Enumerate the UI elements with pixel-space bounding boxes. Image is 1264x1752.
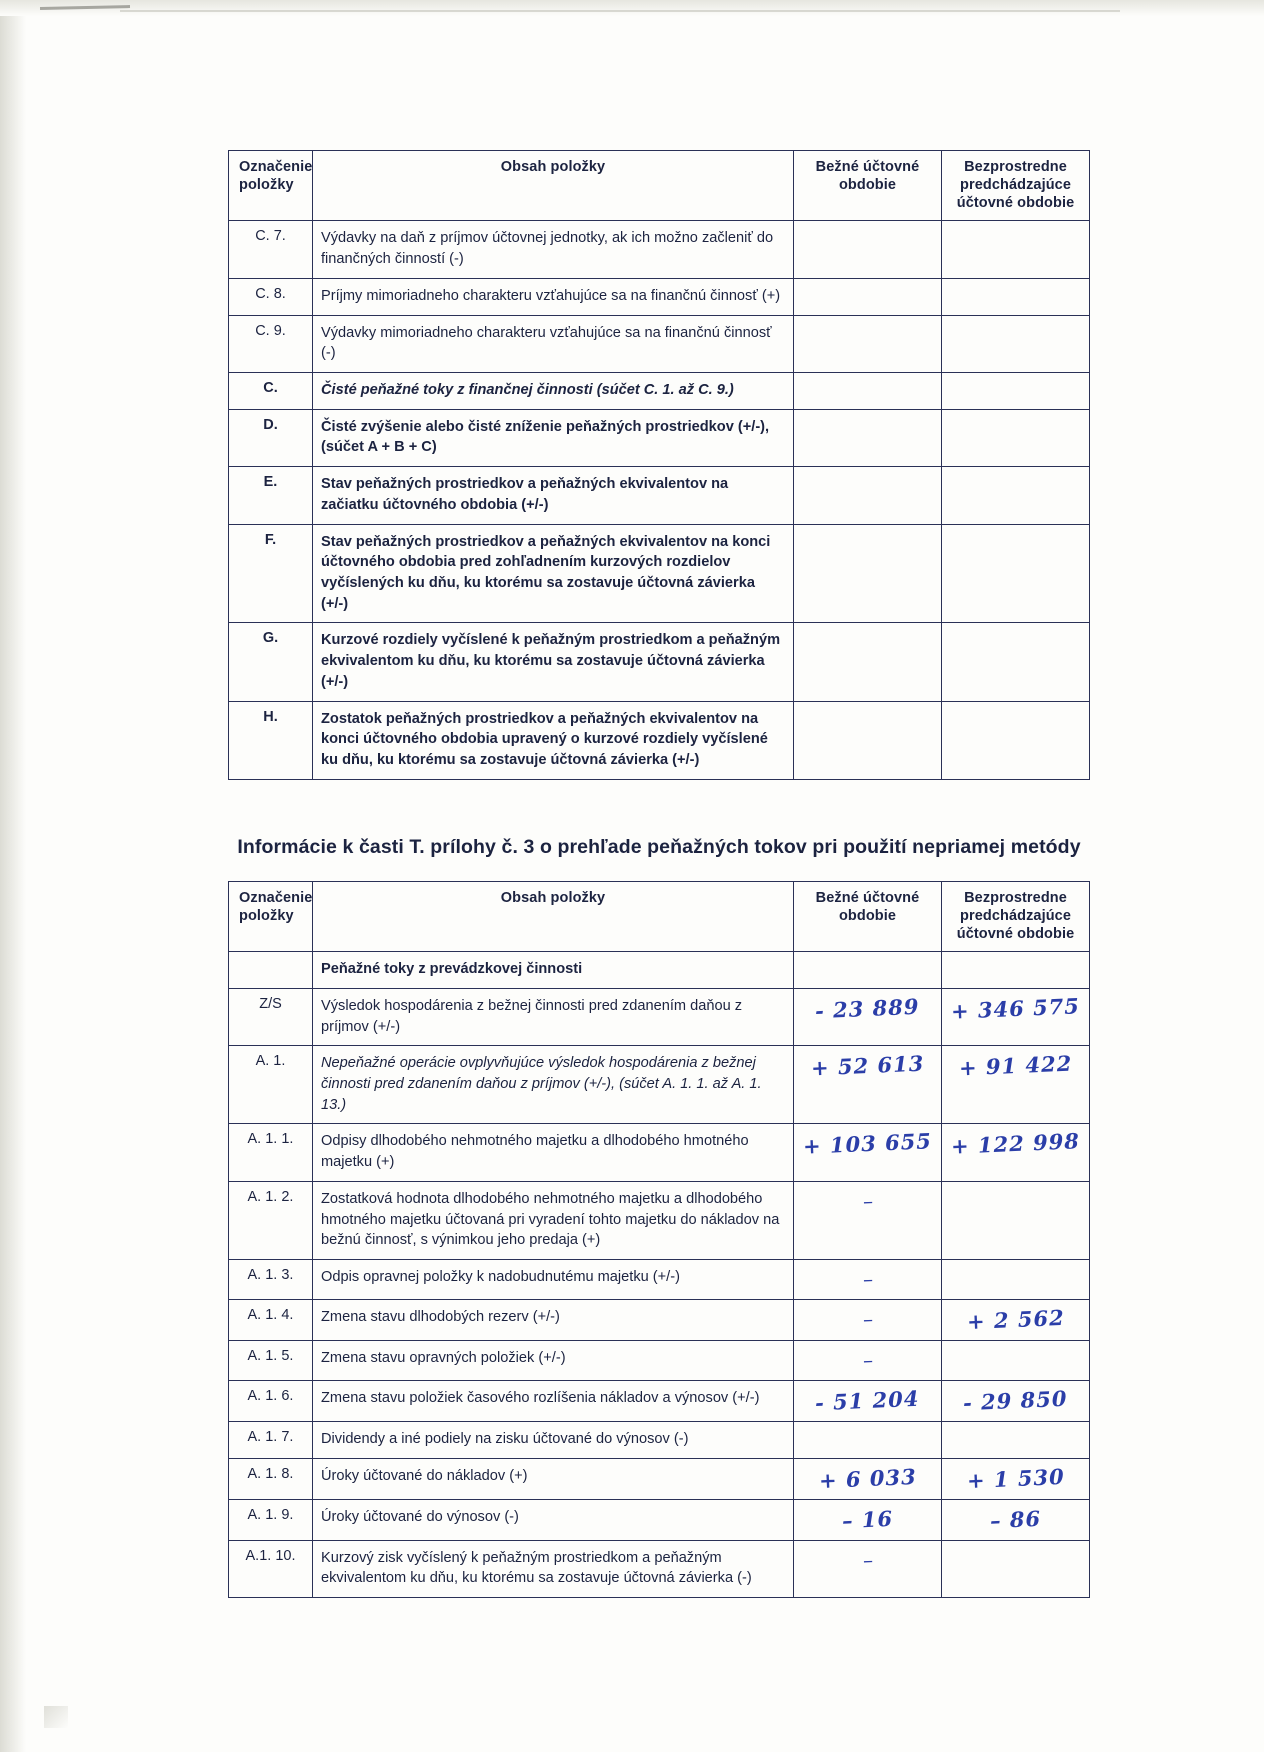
row-code: Z/S [229, 988, 313, 1045]
handwritten-value: – 16 [841, 1505, 894, 1533]
scan-artifact-corner [44, 1706, 68, 1728]
row-previous-period-value [942, 701, 1090, 779]
row-previous-period-value [942, 1499, 1090, 1540]
row-current-period-value [794, 1422, 942, 1459]
row-previous-period-value [942, 409, 1090, 466]
cash-flow-financing-table [228, 150, 1090, 780]
row-previous-period-value [942, 623, 1090, 701]
row-previous-period-value [942, 988, 1090, 1045]
table-row [229, 952, 1090, 989]
handwritten-value: + 2 562 [966, 1304, 1065, 1335]
section-title: Informácie k časti T. prílohy č. 3 o prehľade peňažných tokov pri použití nepriamej metódy [237, 835, 1081, 858]
table-row [229, 409, 1090, 466]
row-current-period-value [794, 278, 942, 315]
row-code: A. 1. 5. [229, 1341, 313, 1381]
table-header-row [229, 151, 1090, 221]
row-description: Zostatok peňažných prostriedkov a peňažných ekvivalentov na konci účtovného obdobia upravený o kurzové rozdiely vyčíslené ku dňu, ku ktorému sa zostavuje účtovná závierka (+/-) [313, 701, 794, 779]
handwritten-value: + 122 998 [950, 1128, 1081, 1160]
row-current-period-value [794, 1046, 942, 1124]
header-code: Označenie položky [229, 881, 313, 951]
header-content: Obsah položky [313, 881, 794, 951]
handwritten-value: - 23 889 [814, 993, 921, 1024]
row-previous-period-value [942, 524, 1090, 623]
row-previous-period-value [942, 1458, 1090, 1499]
row-code: D. [229, 409, 313, 466]
row-current-period-value [794, 1300, 942, 1341]
row-description: Dividendy a iné podiely na zisku účtované do výnosov (-) [313, 1422, 794, 1459]
header-current-period: Bežné účtovné obdobie [794, 151, 942, 221]
table1-body [229, 221, 1090, 779]
row-current-period-value [794, 1124, 942, 1181]
handwritten-value: + 346 575 [950, 993, 1081, 1024]
row-description: Zmena stavu položiek časového rozlíšenia nákladov a výnosov (+/-) [313, 1381, 794, 1422]
row-description: Výdavky mimoriadneho charakteru vzťahujúce sa na finančnú činnosť (-) [313, 315, 794, 372]
row-current-period-value [794, 1181, 942, 1259]
row-code: A. 1. 3. [229, 1260, 313, 1300]
row-current-period-value [794, 1341, 942, 1381]
table-row [229, 278, 1090, 315]
table-row [229, 1260, 1090, 1300]
row-description: Zostatková hodnota dlhodobého nehmotného majetku a dlhodobého hmotného majetku účtovaná pri vyradení tohto majetku do nákladov na bežnú činnosť, s výnimkou jeho predaja (+) [313, 1181, 794, 1259]
row-current-period-value [794, 1458, 942, 1499]
row-description: Kurzový zisk vyčíslený k peňažným prostriedkom a peňažným ekvivalentom ku dňu, ku ktorému sa zostavuje účtovná závierka (-) [313, 1540, 794, 1597]
row-current-period-value [794, 988, 942, 1045]
table1-header [229, 151, 1090, 221]
row-code: E. [229, 467, 313, 524]
row-previous-period-value [942, 467, 1090, 524]
row-previous-period-value [942, 1260, 1090, 1300]
row-current-period-value [794, 952, 942, 989]
row-code: H. [229, 701, 313, 779]
row-code: A. 1. 1. [229, 1124, 313, 1181]
table-row [229, 1540, 1090, 1597]
row-current-period-value [794, 701, 942, 779]
row-description: Čisté peňažné toky z finančnej činnosti (súčet C. 1. až C. 9.) [313, 372, 794, 409]
row-previous-period-value [942, 1300, 1090, 1341]
row-code [229, 952, 313, 989]
row-previous-period-value [942, 1422, 1090, 1459]
handwritten-value: - 51 204 [814, 1385, 921, 1416]
row-code: A. 1. 8. [229, 1458, 313, 1499]
header-code: Označenie položky [229, 151, 313, 221]
handwritten-value: – [862, 1347, 873, 1373]
row-previous-period-value [942, 372, 1090, 409]
handwritten-value: – [862, 1188, 873, 1214]
table-row [229, 988, 1090, 1045]
row-current-period-value [794, 524, 942, 623]
row-description: Kurzové rozdiely vyčíslené k peňažným prostriedkom a peňažným ekvivalentom ku dňu, ku ktorému sa zostavuje účtovná závierka (+/-) [313, 623, 794, 701]
header-previous-period: Bezprostredne predchádzajúce účtovné obdobie [942, 151, 1090, 221]
table-row [229, 372, 1090, 409]
row-current-period-value [794, 1381, 942, 1422]
header-current-period: Bežné účtovné obdobie [794, 881, 942, 951]
scan-edge-left [0, 0, 26, 1752]
table-row [229, 467, 1090, 524]
table2-header [229, 881, 1090, 951]
row-description: Zmena stavu dlhodobých rezerv (+/-) [313, 1300, 794, 1341]
row-code: C. [229, 372, 313, 409]
row-previous-period-value [942, 1540, 1090, 1597]
row-description: Príjmy mimoriadneho charakteru vzťahujúce sa na finančnú činnosť (+) [313, 278, 794, 315]
scan-artifact-line [120, 10, 1120, 12]
row-code: A.1. 10. [229, 1540, 313, 1597]
row-code: F. [229, 524, 313, 623]
row-previous-period-value [942, 952, 1090, 989]
table-row [229, 315, 1090, 372]
table-row [229, 1422, 1090, 1459]
table-row [229, 1499, 1090, 1540]
row-previous-period-value [942, 315, 1090, 372]
handwritten-value: – [862, 1547, 873, 1572]
row-previous-period-value [942, 1381, 1090, 1422]
row-code: C. 9. [229, 315, 313, 372]
row-description: Výdavky na daň z príjmov účtovnej jednotky, ak ich možno začleniť do finančných činností (-) [313, 221, 794, 278]
row-description: Stav peňažných prostriedkov a peňažných ekvivalentov na konci účtovného obdobia pred zohľadnením kurzových rozdielov vyčíslených ku dňu, ku ktorému sa zostavuje účtovná závierka (+/-) [313, 524, 794, 623]
row-code: A. 1. 6. [229, 1381, 313, 1422]
handwritten-value: – [862, 1266, 873, 1292]
row-current-period-value [794, 315, 942, 372]
handwritten-value: + 52 613 [810, 1050, 925, 1081]
row-current-period-value [794, 1540, 942, 1597]
row-description: Odpis opravnej položky k nadobudnutému majetku (+/-) [313, 1260, 794, 1300]
table-row [229, 701, 1090, 779]
row-description: Peňažné toky z prevádzkovej činnosti [313, 952, 794, 989]
row-description: Stav peňažných prostriedkov a peňažných ekvivalentov na začiatku účtovného obdobia (+/-) [313, 467, 794, 524]
row-previous-period-value [942, 278, 1090, 315]
row-current-period-value [794, 409, 942, 466]
row-code: A. 1. 4. [229, 1300, 313, 1341]
table-row [229, 1181, 1090, 1259]
table2-body [229, 952, 1090, 1598]
table-row [229, 1381, 1090, 1422]
row-code: C. 7. [229, 221, 313, 278]
row-previous-period-value [942, 221, 1090, 278]
row-code: A. 1. 9. [229, 1499, 313, 1540]
row-previous-period-value [942, 1341, 1090, 1381]
row-code: C. 8. [229, 278, 313, 315]
header-previous-period: Bezprostredne predchádzajúce účtovné obdobie [942, 881, 1090, 951]
table-row [229, 1046, 1090, 1124]
handwritten-value: - 29 850 [962, 1385, 1069, 1416]
scan-edge-top [0, 0, 1264, 16]
handwritten-value: – 86 [989, 1505, 1042, 1533]
row-code: A. 1. [229, 1046, 313, 1124]
table-header-row [229, 881, 1090, 951]
cash-flow-indirect-method-table [228, 881, 1090, 1598]
row-description: Úroky účtované do nákladov (+) [313, 1458, 794, 1499]
row-current-period-value [794, 1260, 942, 1300]
row-code: G. [229, 623, 313, 701]
row-previous-period-value [942, 1046, 1090, 1124]
table-row [229, 1300, 1090, 1341]
row-description: Úroky účtované do výnosov (-) [313, 1499, 794, 1540]
handwritten-value: + 91 422 [958, 1050, 1073, 1081]
row-description: Zmena stavu opravných položiek (+/-) [313, 1341, 794, 1381]
document-content [228, 150, 1090, 1598]
table-row [229, 221, 1090, 278]
table-row [229, 1341, 1090, 1381]
table-row [229, 623, 1090, 701]
row-description: Nepeňažné operácie ovplyvňujúce výsledok hospodárenia z bežnej činnosti pred zdanením daňou z príjmov (+/-), (súčet A. 1. 1. až A. 1. 13.) [313, 1046, 794, 1124]
table-row [229, 1458, 1090, 1499]
handwritten-value: + 1 530 [966, 1463, 1065, 1493]
row-description: Výsledok hospodárenia z bežnej činnosti pred zdanením daňou z príjmov (+/-) [313, 988, 794, 1045]
handwritten-value: + 103 655 [802, 1128, 933, 1160]
handwritten-value: + 6 033 [818, 1463, 917, 1493]
row-previous-period-value [942, 1181, 1090, 1259]
row-current-period-value [794, 221, 942, 278]
row-current-period-value [794, 372, 942, 409]
row-current-period-value [794, 467, 942, 524]
row-current-period-value [794, 623, 942, 701]
row-code: A. 1. 2. [229, 1181, 313, 1259]
header-content: Obsah položky [313, 151, 794, 221]
table-row [229, 1124, 1090, 1181]
row-description: Čisté zvýšenie alebo čisté zníženie peňažných prostriedkov (+/-), (súčet A + B + C) [313, 409, 794, 466]
row-code: A. 1. 7. [229, 1422, 313, 1459]
row-previous-period-value [942, 1124, 1090, 1181]
handwritten-value: – [862, 1306, 873, 1332]
table-row [229, 524, 1090, 623]
row-current-period-value [794, 1499, 942, 1540]
row-description: Odpisy dlhodobého nehmotného majetku a dlhodobého hmotného majetku (+) [313, 1124, 794, 1181]
